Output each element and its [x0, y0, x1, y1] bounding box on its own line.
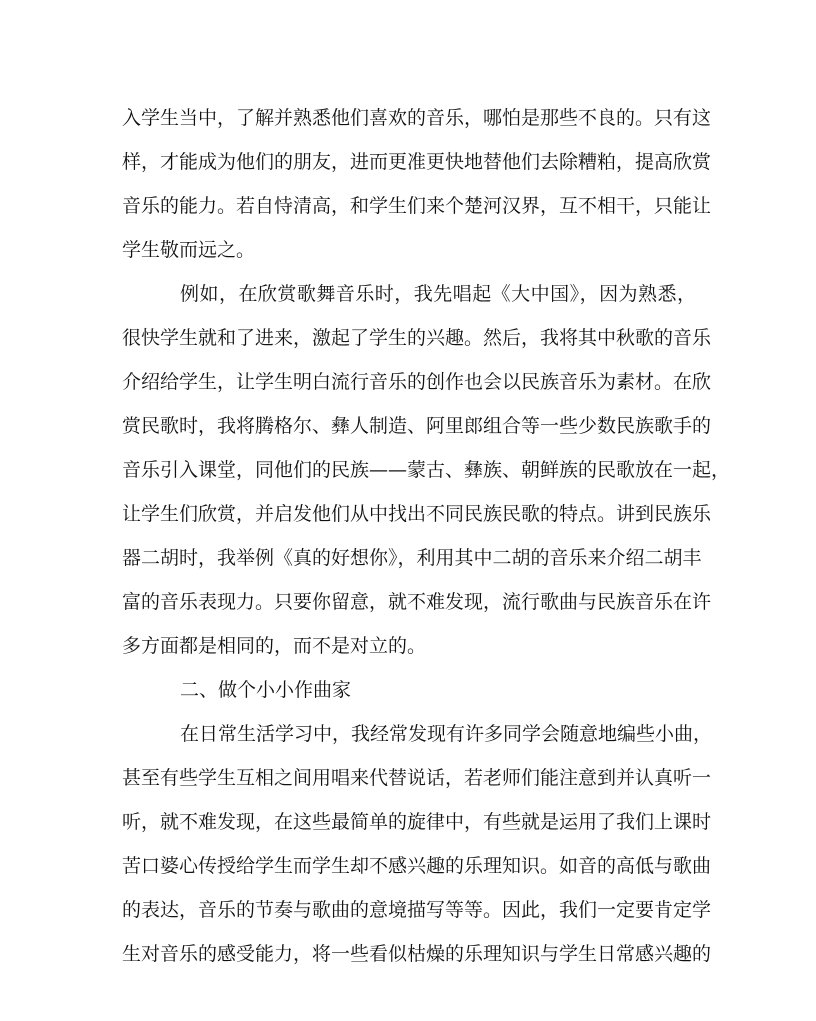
paragraph-2-line-5: 音乐引入课堂，同他们的民族——蒙古、彝族、朝鲜族的民歌放在一起，	[122, 459, 731, 481]
paragraph-3-line-3: 听，就不难发现，在这些最简单的旋律中，有些就是运用了我们上课时	[122, 811, 712, 833]
paragraph-3-line-2: 甚至有些学生互相之间用唱来代替说话，若老师们能注意到并认真听一	[122, 767, 712, 789]
paragraph-3-line-1: 在日常生活学习中，我经常发现有许多同学会随意地编些小曲，	[180, 723, 713, 745]
paragraph-3-line-5: 的表达，音乐的节奏与歌曲的意境描写等等。因此，我们一定要肯定学	[122, 899, 712, 921]
paragraph-2-line-4: 赏民歌时，我将腾格尔、彝人制造、阿里郎组合等一些少数民族歌手的	[122, 415, 712, 437]
paragraph-3-line-4: 苦口婆心传授给学生而学生却不感兴趣的乐理知识。如音的高低与歌曲	[122, 855, 712, 877]
paragraph-2-line-9: 多方面都是相同的，而不是对立的。	[122, 635, 427, 657]
section-heading: 二、做个小小作曲家	[180, 679, 352, 701]
paragraph-3-line-6: 生对音乐的感受能力，将一些看似枯燥的乐理知识与学生日常感兴趣的	[122, 943, 712, 965]
paragraph-2-line-2: 很快学生就和了进来，激起了学生的兴趣。然后，我将其中秋歌的音乐	[122, 327, 712, 349]
paragraph-2-line-3: 介绍给学生，让学生明白流行音乐的创作也会以民族音乐为素材。在欣	[122, 371, 712, 393]
paragraph-2-line-8: 富的音乐表现力。只要你留意，就不难发现，流行歌曲与民族音乐在许	[122, 591, 712, 613]
paragraph-1-line-4: 学生敬而远之。	[122, 239, 256, 261]
paragraph-1-line-3: 音乐的能力。若自恃清高，和学生们来个楚河汉界，互不相干，只能让	[122, 195, 712, 217]
paragraph-2-line-6: 让学生们欣赏，并启发他们从中找出不同民族民歌的特点。讲到民族乐	[122, 503, 712, 525]
paragraph-1-line-1: 入学生当中，了解并熟悉他们喜欢的音乐，哪怕是那些不良的。只有这	[122, 107, 712, 129]
paragraph-2-line-1: 例如，在欣赏歌舞音乐时，我先唱起《大中国》，因为熟悉，	[180, 283, 696, 305]
paragraph-2-line-7: 器二胡时，我举例《真的好想你》，利用其中二胡的音乐来介绍二胡丰	[122, 547, 702, 569]
paragraph-1-line-2: 样，才能成为他们的朋友，进而更准更快地替他们去除糟粕，提高欣赏	[122, 151, 712, 173]
